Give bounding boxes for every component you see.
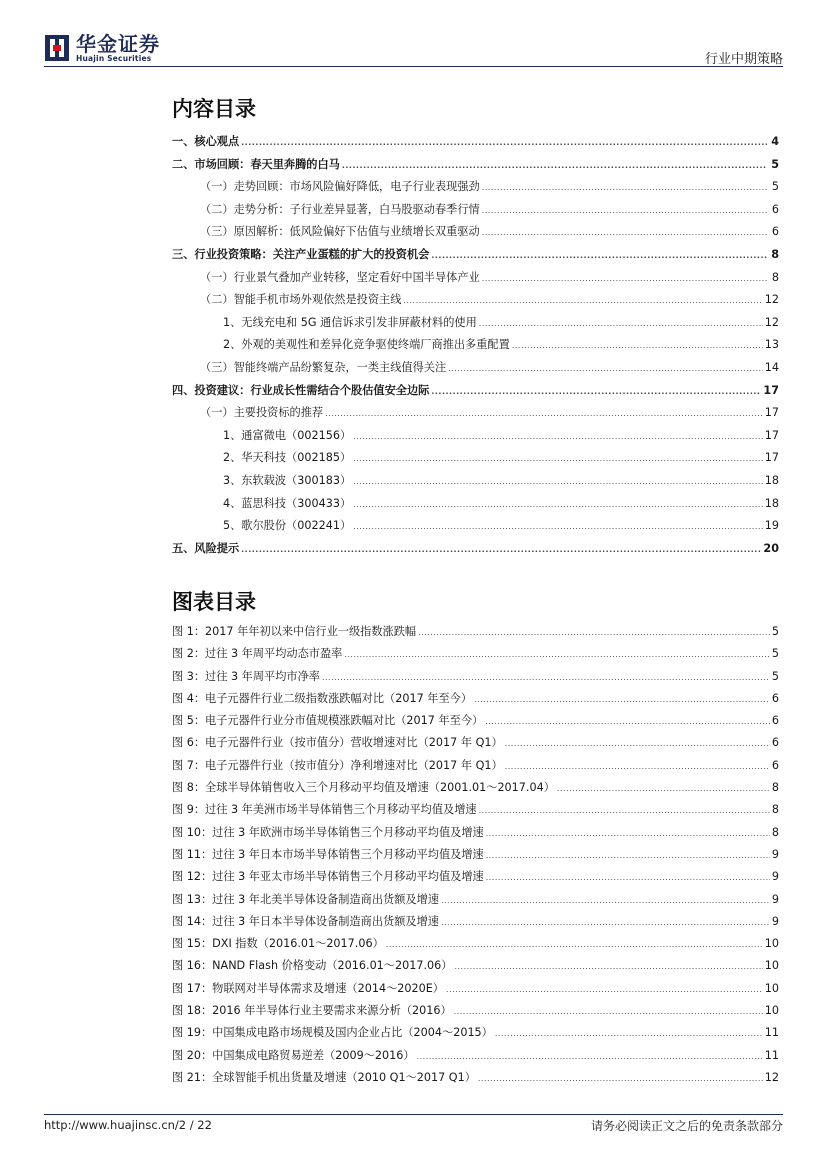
entry-page-number: 5 [771, 180, 779, 194]
entry-page-number: 17 [763, 383, 779, 397]
entry-label: 图 3：过往 3 年周平均市净率 [172, 669, 320, 683]
entry-label: （三）智能终端产品纷繁复杂，一类主线值得关注 [200, 360, 447, 374]
entry-label: 三、行业投资策略：关注产业蛋糕的扩大的投资机会 [172, 247, 430, 261]
figure-entry[interactable] [172, 957, 779, 979]
figure-entry[interactable] [172, 690, 779, 712]
dot-leader [505, 736, 770, 749]
dot-leader [353, 519, 763, 532]
entry-label: （一）走势回顾：市场风险偏好降低，电子行业表现强劲 [200, 180, 480, 194]
header-divider [44, 66, 783, 67]
dot-leader [441, 893, 770, 906]
entry-page-number: 8 [771, 803, 779, 817]
dot-leader [241, 135, 767, 148]
dot-leader [417, 1049, 763, 1062]
entry-page-number: 10 [764, 981, 779, 995]
toc-entry[interactable] [172, 178, 779, 201]
entry-page-number: 19 [764, 519, 779, 533]
dot-leader [448, 361, 763, 374]
dot-leader [479, 803, 770, 816]
figure-entry[interactable] [172, 757, 779, 779]
entry-page-number: 6 [771, 736, 779, 750]
entry-page-number: 9 [771, 870, 779, 884]
toc-entry[interactable] [172, 495, 779, 518]
entry-label: 图 5：电子元器件行业分市值规模涨跌幅对比（2017 年至今） [172, 714, 484, 728]
toc-entry[interactable] [172, 382, 779, 405]
dot-leader [386, 937, 763, 950]
dot-leader [474, 692, 770, 705]
dot-leader [482, 203, 767, 216]
dot-leader [486, 848, 770, 861]
entry-label: 图 4：电子元器件行业二级指数涨跌幅对比（2017 年至今） [172, 691, 473, 705]
dot-leader [403, 293, 762, 306]
entry-page-number: 11 [764, 1048, 779, 1062]
entry-label: 图 11：过往 3 年日本市场半导体销售三个月移动平均值及增速 [172, 847, 484, 861]
entry-label: 2、华天科技（002185） [223, 451, 352, 465]
entry-label: 图 6：电子元器件行业（按市值分）营收增速对比（2017 年 Q1） [172, 736, 503, 750]
dot-leader [557, 781, 770, 794]
figure-entry[interactable] [172, 779, 779, 801]
dot-leader [454, 1004, 763, 1017]
entry-label: 图 14：过往 3 年日本半导体设备制造商出货额及增速 [172, 914, 439, 928]
entry-label: （一）主要投资标的推荐 [200, 406, 324, 420]
entry-page-number: 5 [771, 647, 779, 661]
entry-page-number: 8 [771, 247, 779, 261]
entry-page-number: 4 [771, 135, 779, 148]
entry-label: 图 8：全球半导体销售收入三个月移动平均值及增速（2001.01～2017.04） [172, 781, 555, 795]
entry-page-number: 18 [764, 473, 779, 487]
toc-entry[interactable] [172, 427, 779, 450]
entry-page-number: 8 [771, 781, 779, 795]
dot-leader [431, 384, 761, 397]
figure-entry[interactable] [172, 645, 779, 667]
figure-entry[interactable] [172, 1024, 779, 1046]
dot-leader [512, 338, 763, 351]
entry-page-number: 6 [771, 225, 779, 239]
entry-label: （二）智能手机市场外观依然是投资主线 [200, 293, 402, 307]
dot-leader [344, 647, 770, 660]
entry-label: 图 16：NAND Flash 价格变动（2016.01～2017.06） [172, 959, 453, 973]
entry-label: 图 9：过往 3 年美洲市场半导体销售三个月移动平均值及增速 [172, 803, 477, 817]
dot-leader [241, 542, 761, 555]
dot-leader [454, 959, 762, 972]
entry-label: 图 17：物联网对半导体需求及增速（2014～2020E） [172, 981, 444, 995]
footer-url-page[interactable]: http://www.huajinsc.cn/2 / 22 [44, 1118, 212, 1132]
entry-label: 四、投资建议：行业成长性需结合个股估值安全边际 [172, 383, 430, 397]
toc-entry[interactable] [172, 269, 779, 292]
entry-page-number: 8 [771, 270, 779, 284]
footer-disclaimer: 请务必阅读正文之后的免责条款部分 [590, 1119, 783, 1133]
toc-entry[interactable] [172, 201, 779, 224]
figure-entry[interactable] [172, 868, 779, 890]
dot-leader [482, 180, 767, 193]
figure-entry[interactable] [172, 734, 779, 756]
entry-label: 二、市场回顾：春天里奔腾的白马 [172, 157, 340, 171]
toc-entry[interactable] [172, 223, 779, 246]
entry-label: 图 20：中国集成电路贸易逆差（2009～2016） [172, 1048, 415, 1062]
entry-label: 图 1：2017 年年初以来中信行业一级指数涨跌幅 [172, 625, 417, 638]
entry-page-number: 10 [764, 959, 779, 973]
entry-label: 图 7：电子元器件行业（按市值分）净利增速对比（2017 年 Q1） [172, 758, 503, 772]
figure-entry[interactable] [172, 935, 779, 957]
entry-label: 4、蓝思科技（300433） [223, 496, 352, 510]
entry-page-number: 18 [764, 496, 779, 510]
entry-page-number: 6 [771, 691, 779, 705]
dot-leader [342, 158, 767, 171]
entry-page-number: 5 [771, 157, 779, 171]
toc-entry[interactable] [172, 449, 779, 472]
entry-page-number: 12 [764, 1070, 779, 1084]
entry-label: 图 18：2016 年半导体行业主要需求来源分析（2016） [172, 1004, 452, 1018]
dot-leader [353, 429, 763, 442]
entry-label: （二）走势分析：子行业差异显著，白马股驱动春季行情 [200, 202, 480, 216]
toc-entry[interactable] [172, 336, 779, 359]
dot-leader [482, 271, 767, 284]
entry-page-number: 12 [764, 293, 779, 307]
figure-list [172, 623, 779, 1091]
dot-leader [431, 248, 767, 261]
figure-entry[interactable] [172, 913, 779, 935]
entry-page-number: 12 [764, 315, 779, 329]
entry-label: 五、风险提示 [172, 541, 240, 555]
logo-chinese-name: 华金证券 [76, 31, 160, 56]
figure-entry[interactable] [172, 1002, 779, 1024]
entry-page-number: 9 [771, 914, 779, 928]
toc-entry[interactable] [172, 314, 779, 337]
dot-leader [418, 625, 770, 638]
toc-entry[interactable] [172, 156, 779, 179]
entry-page-number: 17 [764, 451, 779, 465]
entry-page-number: 5 [771, 625, 779, 638]
entry-label: 5、歌尔股份（002241） [223, 519, 352, 533]
entry-label: （一）行业景气叠加产业转移，坚定看好中国半导体产业 [200, 270, 480, 284]
entry-label: 图 12：过往 3 年亚太市场半导体销售三个月移动平均值及增速 [172, 870, 484, 884]
entry-page-number: 6 [771, 758, 779, 772]
table-of-contents [172, 133, 779, 562]
entry-page-number: 20 [763, 541, 779, 555]
toc-entry[interactable] [172, 472, 779, 495]
figures-title: 图表目录 [172, 590, 256, 614]
entry-label: 图 19：中国集成电路市场规模及国内企业占比（2004～2015） [172, 1026, 493, 1040]
entry-page-number: 11 [764, 1026, 779, 1040]
dot-leader [482, 225, 767, 238]
entry-label: 图 2：过往 3 年周平均动态市盈率 [172, 647, 343, 661]
toc-entry[interactable] [172, 246, 779, 269]
entry-label: 1、无线充电和 5G 通信诉求引发非屏蔽材料的使用 [223, 315, 477, 329]
dot-leader [495, 1026, 763, 1039]
dot-leader [441, 915, 770, 928]
dot-leader [353, 497, 763, 510]
entry-label: （三）原因解析：低风险偏好下估值与业绩增长双重驱动 [200, 225, 480, 239]
company-logo [44, 33, 204, 63]
figure-entry[interactable] [172, 668, 779, 690]
entry-page-number: 10 [764, 937, 779, 951]
entry-page-number: 17 [764, 428, 779, 442]
figure-entry[interactable] [172, 824, 779, 846]
toc-entry[interactable] [172, 359, 779, 382]
figure-entry[interactable] [172, 891, 779, 913]
logo-mark-icon [44, 34, 70, 62]
toc-entry[interactable] [172, 404, 779, 427]
dot-leader [478, 1071, 763, 1084]
figure-entry[interactable] [172, 980, 779, 1002]
entry-page-number: 6 [771, 714, 779, 728]
dot-leader [485, 714, 770, 727]
toc-entry[interactable] [172, 540, 779, 563]
entry-label: 1、通富微电（002156） [223, 428, 352, 442]
dot-leader [486, 826, 770, 839]
toc-entry[interactable] [172, 133, 779, 156]
entry-page-number: 17 [764, 406, 779, 420]
entry-label: 图 10：过往 3 年欧洲市场半导体销售三个月移动平均值及增速 [172, 825, 484, 839]
entry-page-number: 5 [771, 669, 779, 683]
figure-entry[interactable] [172, 712, 779, 734]
entry-label: 3、东软载波（300183） [223, 473, 352, 487]
figure-entry[interactable] [172, 1047, 779, 1069]
document-type: 行业中期策略 [704, 52, 783, 67]
entry-label: 一、核心观点 [172, 135, 240, 148]
logo-english-name: Huajin Securities [76, 53, 152, 63]
toc-entry[interactable] [172, 291, 779, 314]
figure-entry[interactable] [172, 846, 779, 868]
entry-page-number: 9 [771, 892, 779, 906]
dot-leader [486, 870, 770, 883]
footer-divider [44, 1114, 783, 1115]
entry-label: 图 15：DXI 指数（2016.01～2017.06） [172, 937, 384, 951]
entry-page-number: 10 [764, 1004, 779, 1018]
entry-label: 图 13：过往 3 年北美半导体设备制造商出货额及增速 [172, 892, 439, 906]
toc-entry[interactable] [172, 517, 779, 540]
entry-page-number: 14 [764, 360, 779, 374]
dot-leader [353, 451, 763, 464]
entry-page-number: 9 [771, 847, 779, 861]
page-header [0, 0, 827, 70]
entry-label: 2、外观的美观性和差异化竞争驱使终端厂商推出多重配置 [223, 338, 510, 352]
figure-entry[interactable] [172, 623, 779, 645]
figure-entry[interactable] [172, 1069, 779, 1091]
dot-leader [505, 759, 770, 772]
entry-page-number: 8 [771, 825, 779, 839]
figure-entry[interactable] [172, 801, 779, 823]
dot-leader [353, 474, 763, 487]
entry-page-number: 6 [771, 202, 779, 216]
toc-title: 内容目录 [172, 97, 256, 121]
dot-leader [446, 982, 763, 995]
dot-leader [322, 670, 770, 683]
dot-leader [479, 316, 763, 329]
dot-leader [325, 406, 763, 419]
entry-page-number: 13 [764, 338, 779, 352]
entry-label: 图 21：全球智能手机出货量及增速（2010 Q1～2017 Q1） [172, 1070, 476, 1084]
